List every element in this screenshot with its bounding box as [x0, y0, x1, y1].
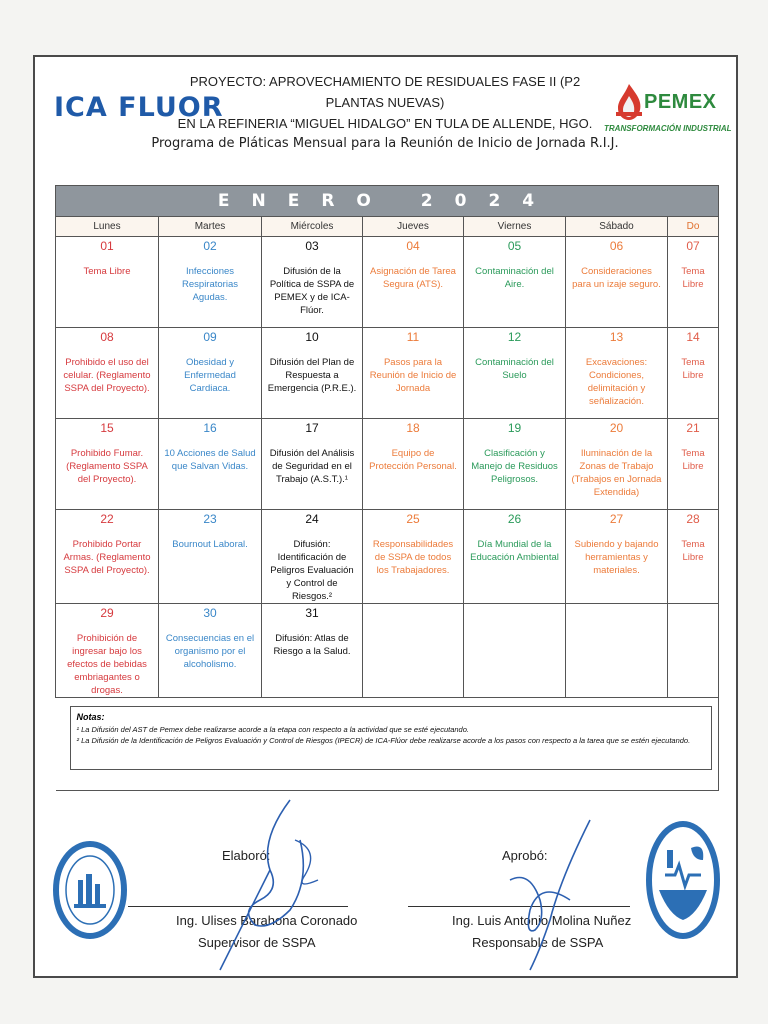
day-topic: Tema Libre — [681, 357, 705, 381]
sspa-seal-icon — [645, 820, 721, 940]
day-topic: Difusión: Atlas de Riesgo a la Salud. — [273, 633, 351, 657]
day-number: 01 — [100, 239, 114, 253]
day-name-header: Jueves — [363, 217, 464, 237]
calendar-week-row — [56, 328, 719, 419]
day-number: 28 — [686, 512, 700, 526]
left-handwritten-signature — [200, 780, 360, 980]
pemex-tagline: TRANSFORMACIÓN INDUSTRIAL — [604, 124, 732, 133]
calendar-day-cell — [56, 604, 159, 698]
calendar-day-cell — [56, 237, 159, 328]
day-number: 27 — [609, 512, 624, 526]
notes-box — [70, 706, 713, 770]
project-line-1: PROYECTO: APROVECHAMIENTO DE RESIDUALES FASE II (P2 PLANTAS NUEVAS) — [189, 74, 581, 110]
right-signer-role: Responsable de SSPA — [472, 935, 604, 950]
day-topic: Día Mundial de la Educación Ambiental — [470, 539, 559, 563]
ica-fluor-logo: ICA FLUOR — [54, 92, 224, 123]
day-topic: Difusión: Identificación de Peligros Evaluación y Control de Riesgos.² — [270, 539, 354, 602]
project-header — [170, 71, 600, 134]
calendar-week-row — [56, 604, 719, 698]
project-line-2: EN LA REFINERIA “MIGUEL HIDALGO” EN TULA DE ALLENDE, HGO. — [177, 116, 593, 131]
plantas-nuevas-seal-icon — [52, 840, 128, 940]
day-topic: Iluminación de la Zonas de Trabajo (Trabajos en Jornada Extendida) — [571, 448, 662, 498]
calendar-day-cell — [159, 237, 262, 328]
day-number: 12 — [507, 330, 522, 344]
day-topic: Pasos para la Reunión de Inicio de Jornada — [369, 357, 457, 394]
right-signer-name: Ing. Luis Antonio Molina Nuñez — [452, 913, 632, 928]
calendar-day-cell — [464, 419, 566, 510]
day-topic: Difusión del Plan de Respuesta a Emergencia (P.R.E.). — [267, 357, 357, 394]
day-number: 26 — [507, 512, 522, 526]
note-2: ² La Difusión de la Identificación de Peligros Evaluación y Control de Riesgos (IPECR) de ICA-Flúor debe realizarse acorde a los pasos con respecto a la tarea que se estén ejecutando. — [76, 736, 691, 745]
calendar-day-cell — [464, 510, 566, 604]
calendar-empty-cell — [363, 604, 464, 698]
note-1: ¹ La Difusión del AST de Pemex debe realizarse acorde a la etapa con respecto a la actividad que se esté ejecutando. — [76, 725, 469, 734]
day-topic: Equipo de Protección Personal. — [369, 448, 457, 472]
calendar-day-cell — [262, 328, 363, 419]
calendar-day-cell — [262, 510, 363, 604]
calendar-week-row — [56, 237, 719, 328]
calendar-day-cell — [159, 419, 262, 510]
calendar-day-cell — [56, 419, 159, 510]
right-handwritten-signature — [490, 810, 610, 980]
day-number: 30 — [203, 606, 217, 620]
calendar-day-cell — [159, 328, 262, 419]
day-topic: Prohibido el uso del celular. (Reglamento SSPA del Proyecto). — [63, 357, 151, 394]
day-number: 23 — [203, 512, 217, 526]
day-topic: Tema Libre — [681, 266, 705, 290]
calendar-day-cell — [668, 510, 719, 604]
day-number: 25 — [406, 512, 420, 526]
calendar-day-cell — [159, 510, 262, 604]
calendar-day-cell — [668, 328, 719, 419]
day-number: 21 — [686, 421, 700, 435]
calendar-day-cell — [566, 419, 668, 510]
day-name-header: Viernes — [464, 217, 566, 237]
day-topic: Tema Libre — [681, 539, 705, 563]
calendar-day-cell — [668, 419, 719, 510]
pemex-wordmark: PEMEX — [644, 91, 717, 113]
left-signer-role: Supervisor de SSPA — [198, 935, 316, 950]
day-number: 15 — [100, 421, 114, 435]
calendar-day-cell — [262, 604, 363, 698]
calendar-day-cell — [56, 328, 159, 419]
calendar-day-cell — [159, 604, 262, 698]
day-number: 19 — [507, 421, 522, 435]
day-number: 14 — [686, 330, 700, 344]
calendar-day-cell — [363, 419, 464, 510]
calendar-week-row — [56, 419, 719, 510]
calendar-empty-cell — [566, 604, 668, 698]
calendar-day-cell — [668, 237, 719, 328]
day-number: 08 — [100, 330, 114, 344]
day-number: 03 — [305, 239, 319, 253]
calendar-day-cell — [363, 510, 464, 604]
day-topic: Responsabilidades de SSPA de todos los Trabajadores. — [372, 539, 454, 576]
day-number: 09 — [203, 330, 217, 344]
day-topic: Subiendo y bajando herramientas y materiales. — [574, 539, 659, 576]
calendar-day-cell — [262, 419, 363, 510]
day-topic: Difusión de la Política de SSPA de PEMEX y de ICA-Flúor. — [269, 266, 355, 316]
day-topic: 10 Acciones de Salud que Salvan Vidas. — [164, 448, 256, 472]
day-number: 07 — [686, 239, 700, 253]
day-number: 11 — [406, 330, 420, 344]
day-topic: Prohibido Fumar. (Reglamento SSPA del Proyecto). — [66, 448, 148, 485]
day-name-header: Lunes — [56, 217, 159, 237]
day-topic: Prohibido Portar Armas. (Reglamento SSPA del Proyecto). — [63, 539, 151, 576]
calendar-day-cell — [56, 510, 159, 604]
elaboro-label: Elaboró: — [222, 848, 271, 863]
calendar-day-cell — [464, 328, 566, 419]
document-subtitle: Programa de Pláticas Mensual para la Reunión de Inicio de Jornada R.I.J. — [151, 136, 619, 151]
calendar-day-cell — [566, 237, 668, 328]
pemex-flame-icon — [614, 82, 644, 122]
day-topic: Infecciones Respiratorias Agudas. — [182, 266, 238, 303]
month-title: ENERO 2024 — [56, 186, 719, 217]
day-topic: Prohibición de ingresar bajo los efectos de bebidas embriagantes o drogas. — [67, 633, 147, 696]
notes-title: Notas: — [76, 712, 105, 722]
day-names-row — [56, 217, 719, 237]
day-number: 04 — [406, 239, 420, 253]
day-number: 31 — [305, 606, 319, 620]
calendar-empty-cell — [464, 604, 566, 698]
notes-cell — [56, 698, 719, 791]
day-name-header: Sábado — [566, 217, 668, 237]
day-number: 18 — [406, 421, 420, 435]
calendar-day-cell — [262, 237, 363, 328]
day-topic: Contaminación del Suelo — [475, 357, 554, 381]
day-topic: Asignación de Tarea Segura (ATS). — [370, 266, 456, 290]
day-topic: Bournout Laboral. — [172, 539, 248, 550]
day-topic: Obesidad y Enfermedad Cardiaca. — [184, 357, 236, 394]
day-number: 05 — [507, 239, 522, 253]
day-number: 29 — [100, 606, 114, 620]
day-number: 20 — [609, 421, 624, 435]
day-number: 10 — [305, 330, 319, 344]
day-name-header: Martes — [159, 217, 262, 237]
calendar-day-cell — [566, 510, 668, 604]
calendar-day-cell — [363, 328, 464, 419]
day-name-header: Do — [668, 217, 719, 237]
calendar-table — [55, 185, 719, 791]
day-topic: Excavaciones: Condiciones, delimitación y señalización. — [585, 357, 648, 407]
day-name-header: Miércoles — [262, 217, 363, 237]
calendar-day-cell — [566, 328, 668, 419]
day-number: 02 — [203, 239, 217, 253]
day-topic: Consideraciones para un izaje seguro. — [572, 266, 661, 290]
day-number: 24 — [305, 512, 319, 526]
day-number: 22 — [100, 512, 114, 526]
day-topic: Consecuencias en el organismo por el alcoholismo. — [165, 633, 255, 670]
left-signer-name: Ing. Ulises Barahona Coronado — [176, 913, 358, 928]
day-topic: Tema Libre — [681, 448, 705, 472]
pemex-logo — [604, 80, 732, 140]
calendar-day-cell — [363, 237, 464, 328]
calendar-empty-cell — [668, 604, 719, 698]
day-topic: Tema Libre — [83, 266, 131, 277]
day-number: 17 — [305, 421, 319, 435]
day-number: 06 — [609, 239, 624, 253]
day-topic: Clasificación y Manejo de Residuos Peligrosos. — [471, 448, 558, 485]
day-number: 16 — [203, 421, 217, 435]
calendar-day-cell — [464, 237, 566, 328]
day-number: 13 — [609, 330, 624, 344]
calendar-week-row — [56, 510, 719, 604]
day-topic: Difusión del Análisis de Seguridad en el Trabajo (A.S.T.).¹ — [269, 448, 355, 485]
day-topic: Contaminación del Aire. — [475, 266, 554, 290]
aprobo-label: Aprobó: — [502, 848, 548, 863]
